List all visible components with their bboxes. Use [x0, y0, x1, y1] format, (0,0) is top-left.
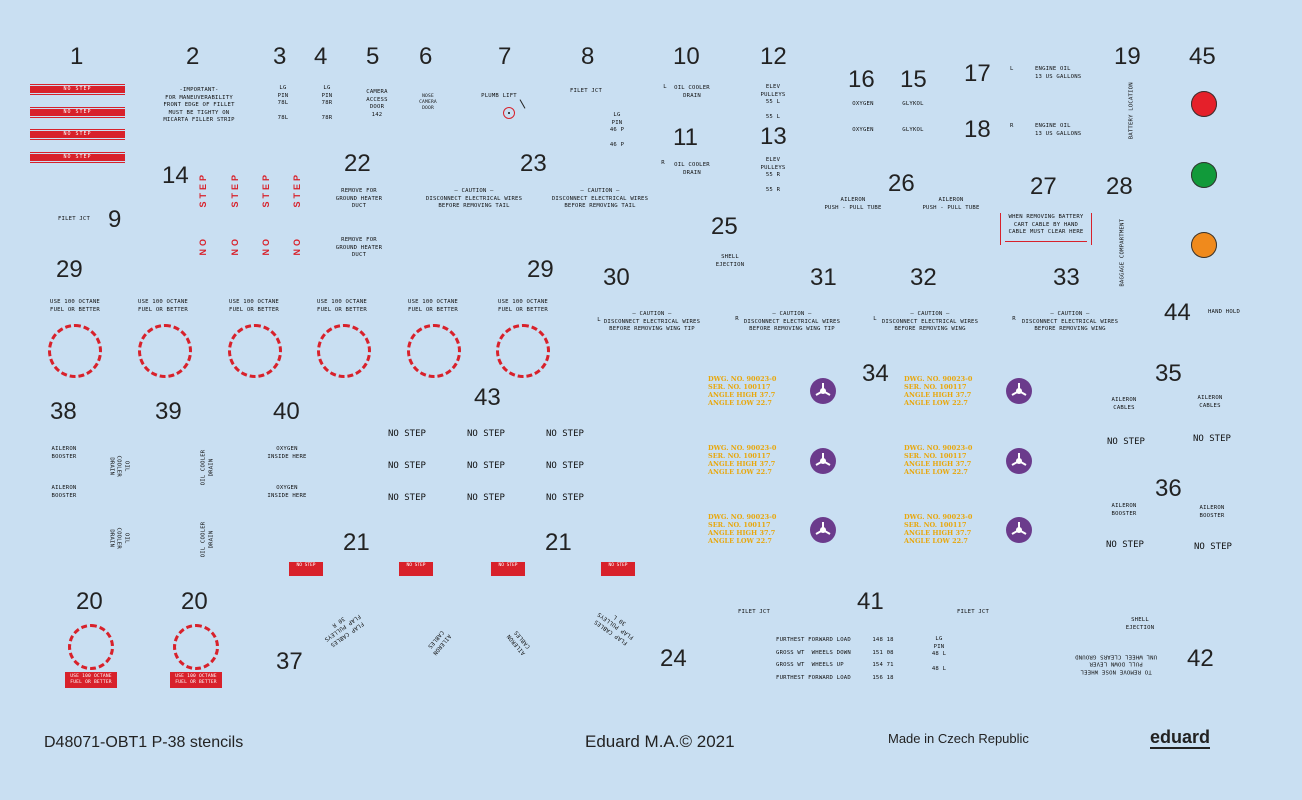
stencil-7: PLUMB LIFT	[481, 93, 517, 99]
signal-light-green	[1191, 162, 1217, 188]
stencil-33-side: R	[1012, 316, 1016, 322]
number-5: 5	[366, 43, 380, 70]
stencil-27: WHEN REMOVING BATTERY CART CABLE BY HAND CABLE MUST CLEAR HERE	[1008, 214, 1084, 235]
stencil-37b: AILERON CABLES	[426, 629, 452, 656]
fuel-filler-ring	[173, 624, 219, 670]
number-1: 1	[70, 43, 84, 70]
number-34: 34	[862, 360, 889, 387]
number-14: 14	[162, 162, 189, 189]
stencil-41-weights: FURTHEST FORWARD LOAD 148 18 GROSS WT WHEELS DOWN 151 08 GROSS WT WHEELS UP 154 71 FURTHEST FORWARD LOAD 156 18	[776, 637, 894, 681]
no-step-stencil: NO STEP	[546, 429, 584, 439]
signal-light-red	[1191, 91, 1217, 117]
stencil-38a: AILERON BOOSTER	[51, 446, 77, 460]
number-26: 26	[888, 170, 915, 197]
number-3: 3	[273, 43, 287, 70]
number-18: 18	[964, 116, 991, 143]
number-44: 44	[1164, 299, 1191, 326]
stencil-42a: SHELL EJECTION	[1125, 617, 1155, 631]
stencil-25: SHELL EJECTION	[715, 254, 745, 268]
no-step-stencil: NO STEP	[467, 493, 505, 503]
no-step-stencil: NO STEP	[1193, 434, 1231, 444]
number-41: 41	[857, 588, 884, 615]
stencil-37a: FLAP CABLES FLAP PULLEYS 30 R	[323, 613, 365, 648]
no-step-bar: NO STEP	[30, 154, 125, 161]
stencil-20: USE 100 OCTANE FUEL OR BETTER	[70, 674, 112, 685]
stencil-29: USE 100 OCTANE FUEL OR BETTER	[408, 299, 458, 313]
number-4: 4	[314, 43, 328, 70]
no-step-tag: NO STEP	[601, 562, 635, 576]
stencil-23a: — CAUTION — DISCONNECT ELECTRICAL WIRES BEFORE REMOVING TAIL	[425, 188, 523, 209]
fuel-tag-20	[170, 672, 222, 688]
plumb-lift-target	[503, 107, 515, 119]
number-28: 28	[1106, 173, 1133, 200]
stencil-2: -IMPORTANT- FOR MANEUVERABILITY FRONT EDGE OF FILLET MUST BE TIGHTY ON MICARTA FILLER STRIP	[163, 87, 235, 123]
no-step-bar: NO STEP	[30, 109, 125, 116]
prop-data-stencil: DWG. NO. 90023-0 SER. NO. 100117 ANGLE HIGH 37.7 ANGLE LOW 22.7	[904, 513, 973, 545]
stencil-41-pin: LG PIN 48 L 48 L	[931, 636, 947, 672]
stencil-41b: FILET JCT	[956, 609, 990, 615]
stencil-18: R ENGINE OIL 13 US GALLONS	[1010, 123, 1082, 137]
number-22: 22	[344, 150, 371, 177]
stencil-35a: AILERON CABLES	[1111, 397, 1137, 411]
stencil-39: OIL COOLER DRAIN	[200, 521, 214, 558]
stencil-40b: OXYGEN INSIDE HERE	[267, 485, 307, 499]
stencil-42b: TO REMOVE NOSE WHEEL PULL DOWN LEVER UNL WHEEL CLEARS GROUND	[1074, 653, 1158, 675]
number-12: 12	[760, 43, 787, 70]
stencil-29: USE 100 OCTANE FUEL OR BETTER	[229, 299, 279, 313]
stencil-44: HAND HOLD	[1207, 309, 1241, 315]
stencil-5: CAMERA ACCESS DOOR 142	[366, 89, 388, 118]
prop-data-stencil: DWG. NO. 90023-0 SER. NO. 100117 ANGLE HIGH 37.7 ANGLE LOW 22.7	[708, 375, 777, 407]
stencil-31-side: R	[735, 316, 739, 322]
number-45: 45	[1189, 43, 1216, 70]
prop-data-stencil: DWG. NO. 90023-0 SER. NO. 100117 ANGLE HIGH 37.7 ANGLE LOW 22.7	[904, 444, 973, 476]
stencil-26a: AILERON PUSH - PULL TUBE	[824, 197, 882, 211]
number-13: 13	[760, 123, 787, 150]
fuel-filler-ring	[228, 324, 282, 378]
number-30: 30	[603, 264, 630, 291]
prop-data-stencil: DWG. NO. 90023-0 SER. NO. 100117 ANGLE HIGH 37.7 ANGLE LOW 22.7	[904, 375, 973, 407]
stencil-10: OIL COOLER DRAIN	[674, 85, 710, 99]
stencil-38c: OIL COOLER DRAIN	[108, 455, 130, 477]
number-42: 42	[1187, 645, 1214, 672]
no-step-vertical: STEP	[292, 172, 302, 208]
fuel-filler-ring	[496, 324, 550, 378]
propeller-icon	[1006, 378, 1032, 404]
no-step-stencil: NO STEP	[388, 493, 426, 503]
number-20: 20	[181, 588, 208, 615]
number-19: 19	[1114, 43, 1141, 70]
no-step-tag: NO STEP	[399, 562, 433, 576]
stencil-24b: FLAP CABLES FLAP PULLEYS 30 L	[593, 611, 635, 646]
number-7: 7	[498, 43, 512, 70]
stencil-33: — CAUTION — DISCONNECT ELECTRICAL WIRES BEFORE REMOVING WING	[1021, 311, 1119, 332]
stencil-13: ELEV PULLEYS 55 R 55 R	[760, 157, 786, 193]
number-40: 40	[273, 398, 300, 425]
stencil-39: OIL COOLER DRAIN	[200, 449, 214, 486]
stencil-29: USE 100 OCTANE FUEL OR BETTER	[50, 299, 100, 313]
number-35: 35	[1155, 360, 1182, 387]
propeller-icon	[810, 517, 836, 543]
stencil-8-pin: LG PIN 46 P 46 P	[609, 112, 625, 148]
no-step-vertical: NO	[198, 236, 208, 256]
stencil-8: FILET JCT	[569, 88, 603, 94]
no-step-stencil: NO STEP	[1106, 540, 1144, 550]
prop-data-stencil: DWG. NO. 90023-0 SER. NO. 100117 ANGLE HIGH 37.7 ANGLE LOW 22.7	[708, 513, 777, 545]
propeller-icon	[1006, 517, 1032, 543]
no-step-stencil: NO STEP	[388, 429, 426, 439]
stencil-16b: OXYGEN	[852, 127, 874, 133]
number-31: 31	[810, 264, 837, 291]
fuel-filler-ring	[48, 324, 102, 378]
stencil-30: — CAUTION — DISCONNECT ELECTRICAL WIRES BEFORE REMOVING WING TIP	[603, 311, 701, 332]
stencil-22b: REMOVE FOR GROUND HEATER DUCT	[335, 237, 383, 258]
no-step-vertical: NO	[261, 236, 271, 256]
number-43: 43	[474, 384, 501, 411]
fuel-filler-ring	[138, 324, 192, 378]
target-dot	[508, 112, 510, 114]
no-step-stencil: NO STEP	[1107, 437, 1145, 447]
no-step-stencil: NO STEP	[467, 461, 505, 471]
copyright: Eduard M.A.© 2021	[585, 732, 735, 751]
propeller-icon	[810, 448, 836, 474]
stencil-36b: AILERON BOOSTER	[1199, 505, 1225, 519]
number-15: 15	[900, 66, 927, 93]
stencil-11: OIL COOLER DRAIN	[674, 162, 710, 176]
no-step-vertical: NO	[230, 236, 240, 256]
propeller-logo	[1006, 448, 1032, 474]
no-step-bar: NO STEP	[30, 86, 125, 93]
number-32: 32	[910, 264, 937, 291]
propeller-icon	[810, 378, 836, 404]
propeller-logo	[1006, 517, 1032, 543]
number-2: 2	[186, 43, 200, 70]
fuel-tag-20	[65, 672, 117, 688]
number-29: 29	[56, 256, 83, 283]
stencil-9: FILET JCT	[57, 216, 91, 222]
stencil-11-side: R	[661, 160, 665, 166]
number-6: 6	[419, 43, 433, 70]
fuel-filler-ring	[68, 624, 114, 670]
propeller-icon	[1006, 448, 1032, 474]
number-33: 33	[1053, 264, 1080, 291]
number-39: 39	[155, 398, 182, 425]
signal-light-orange	[1191, 232, 1217, 258]
number-17: 17	[964, 60, 991, 87]
no-step-vertical: STEP	[230, 172, 240, 208]
fuel-filler-ring	[317, 324, 371, 378]
stencil-12: ELEV PULLEYS 55 L 55 L	[760, 84, 786, 120]
stencil-20: USE 100 OCTANE FUEL OR BETTER	[175, 674, 217, 685]
number-10: 10	[673, 43, 700, 70]
stencil-28: BAGGAGE COMPARTMENT	[1119, 218, 1126, 287]
stencil-30-side: L	[597, 317, 601, 323]
stencil-19: BATTERY LOCATION	[1128, 82, 1135, 140]
stencil-23b: — CAUTION — DISCONNECT ELECTRICAL WIRES BEFORE REMOVING TAIL	[551, 188, 649, 209]
no-step-vertical: STEP	[198, 172, 208, 208]
no-step-stencil: NO STEP	[388, 461, 426, 471]
stencil-41a: FILET JCT	[737, 609, 771, 615]
number-20: 20	[76, 588, 103, 615]
propeller-logo	[810, 517, 836, 543]
no-step-stencil: NO STEP	[546, 493, 584, 503]
number-37: 37	[276, 648, 303, 675]
no-step-stencil: NO STEP	[467, 429, 505, 439]
stencil-4: LG PIN 78R 78R	[321, 85, 333, 121]
no-step-vertical: NO	[292, 236, 302, 256]
number-25: 25	[711, 213, 738, 240]
stencil-29: USE 100 OCTANE FUEL OR BETTER	[317, 299, 367, 313]
stencil-16a: OXYGEN	[852, 101, 874, 107]
stencil-31: — CAUTION — DISCONNECT ELECTRICAL WIRES BEFORE REMOVING WING TIP	[743, 311, 841, 332]
battery-cable-box	[1000, 213, 1092, 245]
number-23: 23	[520, 150, 547, 177]
stencil-10-side: L	[663, 84, 667, 90]
no-step-tag: NO STEP	[289, 562, 323, 576]
no-step-tag: NO STEP	[491, 562, 525, 576]
number-21: 21	[343, 529, 370, 556]
no-step-vertical: STEP	[261, 172, 271, 208]
stencil-26b: AILERON PUSH - PULL TUBE	[922, 197, 980, 211]
number-21: 21	[545, 529, 572, 556]
number-27: 27	[1030, 173, 1057, 200]
stencil-17: L ENGINE OIL 13 US GALLONS	[1010, 66, 1082, 80]
stencil-38b: AILERON BOOSTER	[51, 485, 77, 499]
stencil-3: LG PIN 78L 78L	[277, 85, 289, 121]
number-11: 11	[673, 124, 698, 151]
propeller-logo	[810, 448, 836, 474]
stencil-22a: REMOVE FOR GROUND HEATER DUCT	[335, 188, 383, 209]
stencil-32-side: L	[873, 316, 877, 322]
plumb-lift-line	[520, 99, 526, 108]
propeller-logo	[1006, 378, 1032, 404]
red-arrow-line	[1005, 241, 1087, 242]
number-29: 29	[527, 256, 554, 283]
stencil-35b: AILERON CABLES	[1197, 395, 1223, 409]
stencil-29: USE 100 OCTANE FUEL OR BETTER	[138, 299, 188, 313]
stencil-32: — CAUTION — DISCONNECT ELECTRICAL WIRES BEFORE REMOVING WING	[881, 311, 979, 332]
no-step-stencil: NO STEP	[546, 461, 584, 471]
stencil-15a: GLYKOL	[902, 101, 924, 107]
prop-data-stencil: DWG. NO. 90023-0 SER. NO. 100117 ANGLE HIGH 37.7 ANGLE LOW 22.7	[708, 444, 777, 476]
number-8: 8	[581, 43, 595, 70]
stencil-29: USE 100 OCTANE FUEL OR BETTER	[498, 299, 548, 313]
brand-logo: eduard	[1150, 727, 1211, 747]
propeller-logo	[810, 378, 836, 404]
no-step-stencil: NO STEP	[1194, 542, 1232, 552]
number-36: 36	[1155, 475, 1182, 502]
stencil-24a: AILERON CABLES	[506, 629, 532, 656]
stencil-36a: AILERON BOOSTER	[1111, 503, 1137, 517]
number-9: 9	[108, 206, 122, 233]
number-24: 24	[660, 645, 687, 672]
fuel-filler-ring	[407, 324, 461, 378]
number-16: 16	[848, 66, 875, 93]
stencil-15b: GLYKOL	[902, 127, 924, 133]
stencil-6: NOSE CAMERA DOOR	[419, 94, 437, 111]
no-step-bar: NO STEP	[30, 131, 125, 138]
stencil-40a: OXYGEN INSIDE HERE	[267, 446, 307, 460]
number-38: 38	[50, 398, 77, 425]
sheet-code: D48071-OBT1 P-38 stencils	[44, 734, 244, 751]
stencil-38c: OIL COOLER DRAIN	[108, 527, 130, 549]
made-in: Made in Czech Republic	[888, 731, 1029, 746]
